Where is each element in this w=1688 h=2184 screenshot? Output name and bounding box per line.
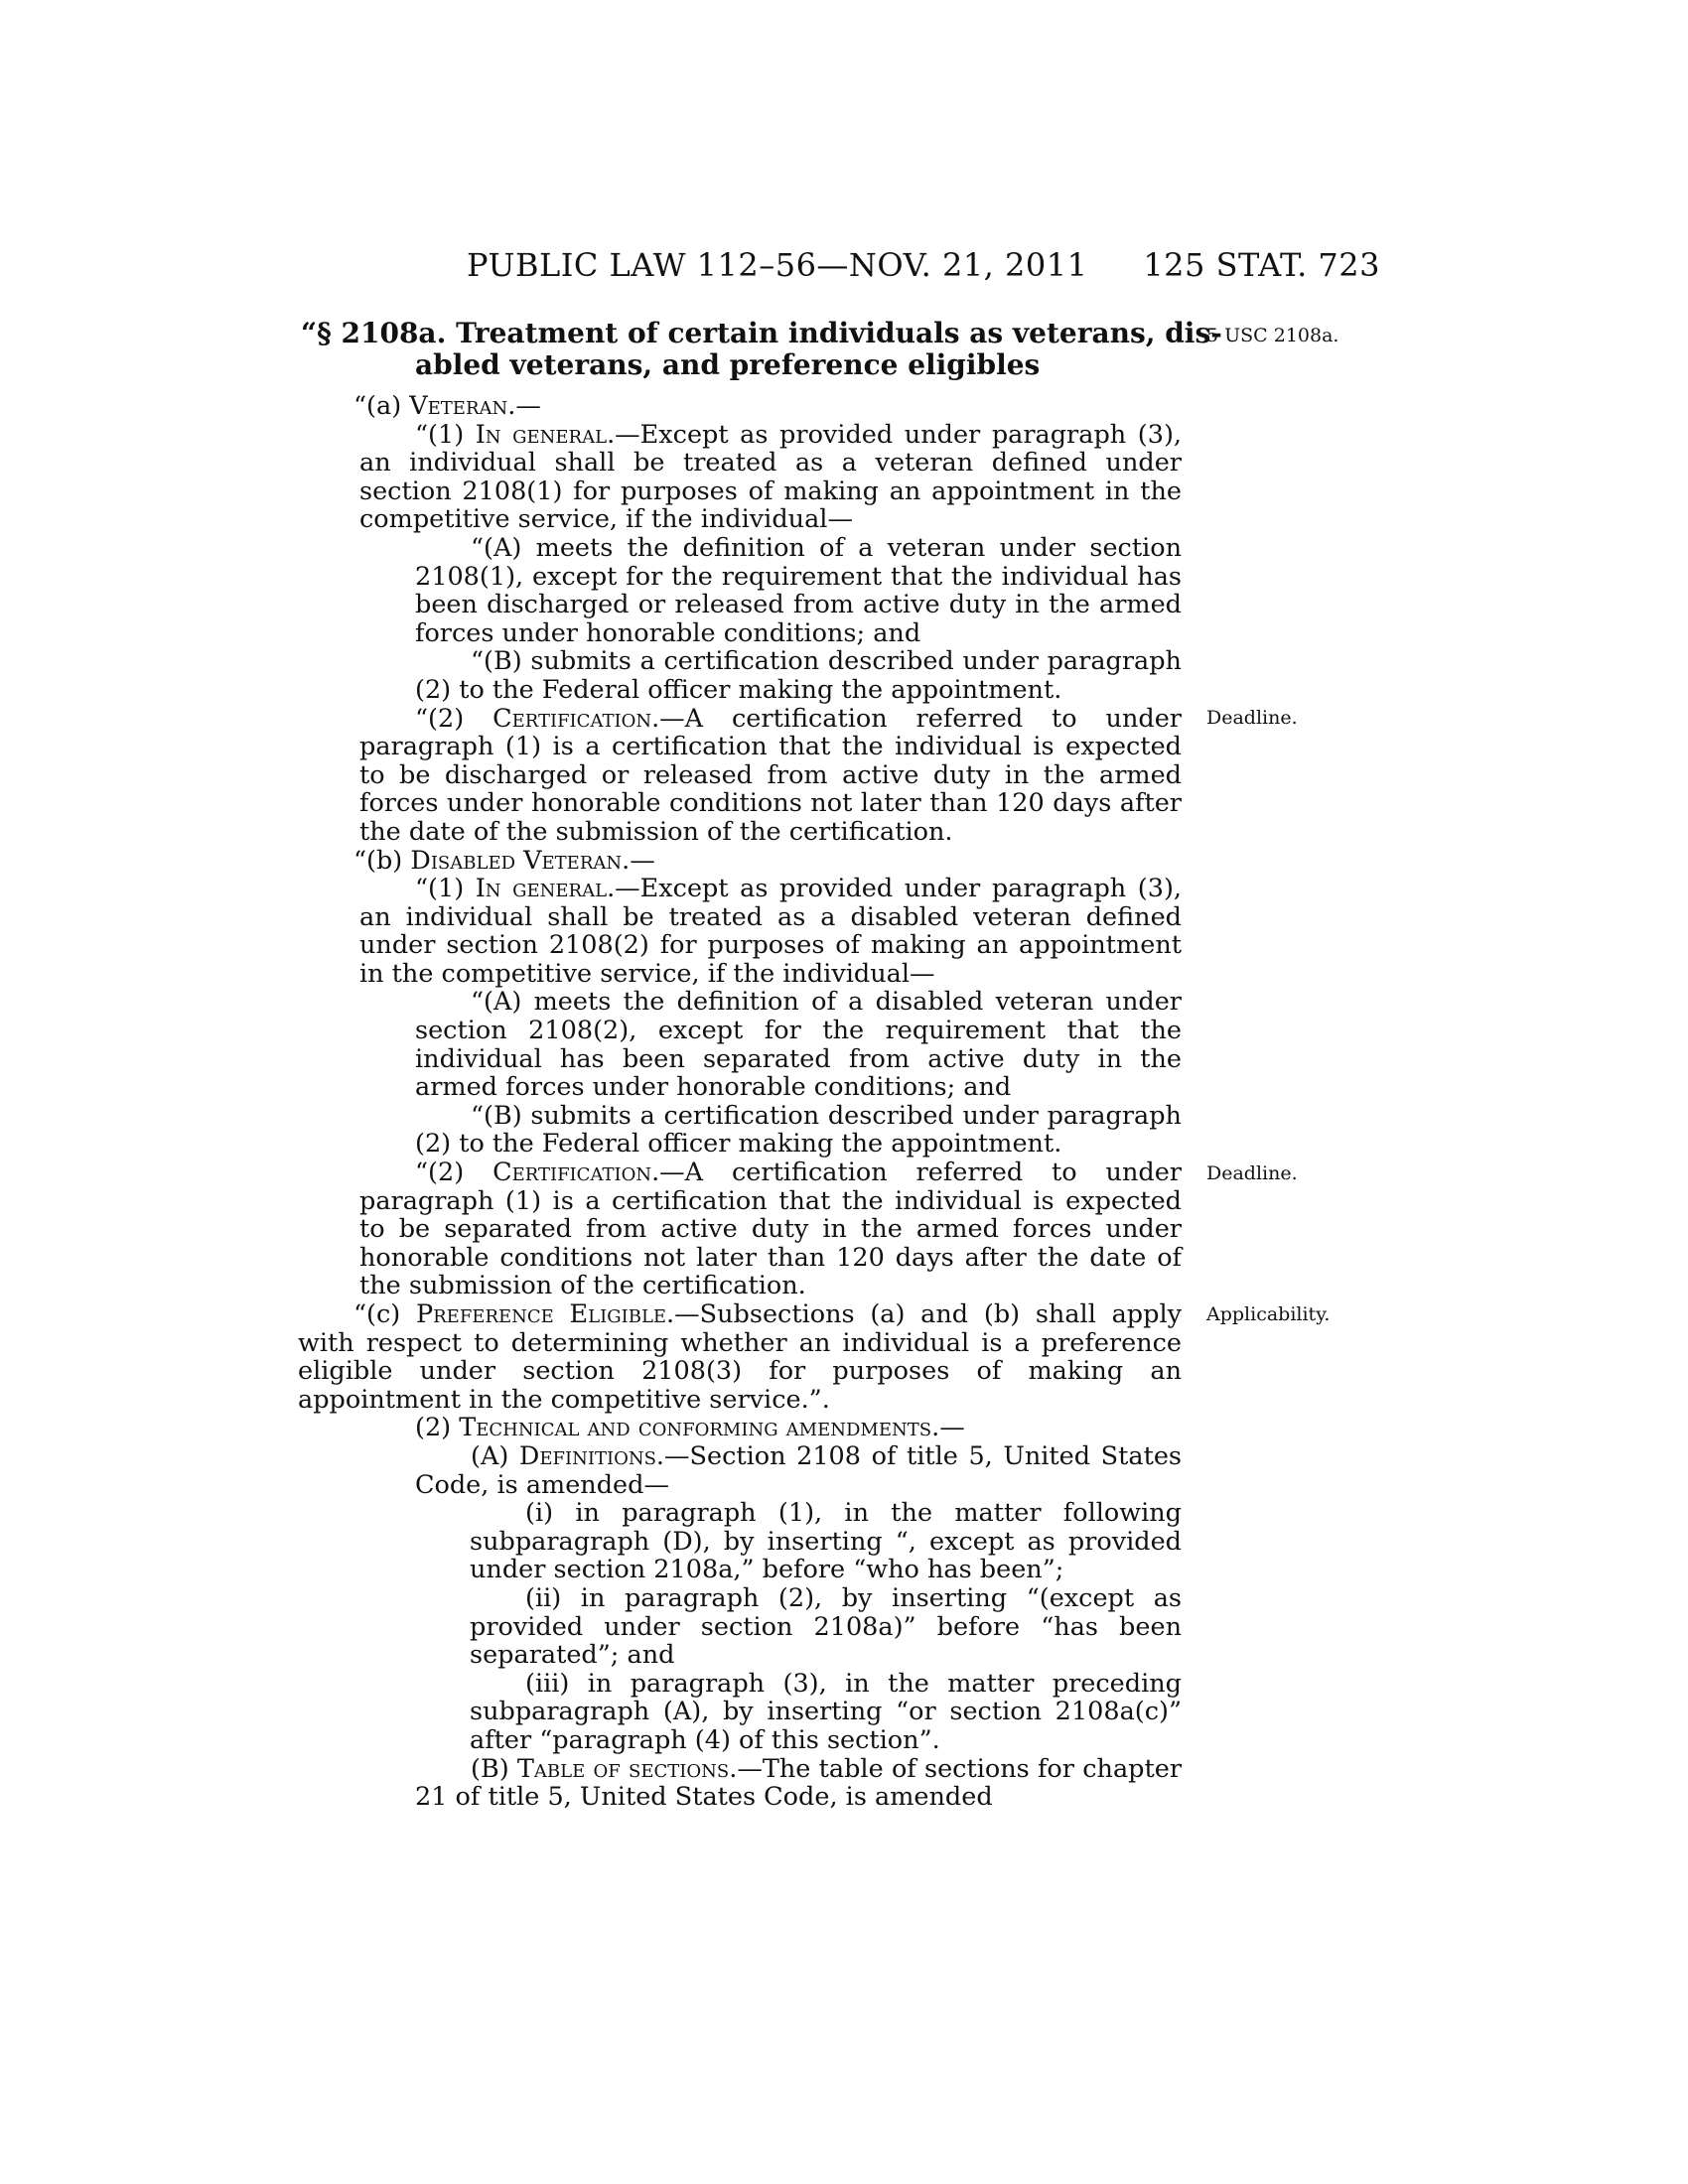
margin-note-deadline: Deadline. (1206, 707, 1298, 729)
subsection-a-heading: “(a) Veteran.— (353, 391, 541, 421)
amendment-clause-iii: (iii) in paragraph (3), in the matter preceding subparagraph (A), by inserting “or section 2108a(c)” after “paragraph (4) of this section”. (470, 1668, 1182, 1755)
subsection-c: “(c) Preference Eligible.—Subsections (a) and (b) shall apply with respect to determining whether an individual is a preference eligible under section 2108(3) for purposes of making an appointment in the competitive service.”. (298, 1299, 1183, 1415)
statute-page-number: 125 STAT. 723 (1143, 246, 1380, 284)
subparagraph-b1A: “(A) meets the definition of a disabled veteran under section 2108(2), except for the requirement that the individual has been separated from active duty in the armed forces under honorable conditions; and (415, 987, 1182, 1103)
margin-note-applicability: Applicability. (1206, 1303, 1331, 1325)
margin-note-usc: 5 USC 2108a. (1206, 325, 1339, 346)
amendment-definitions: (A) Definitions.—Section 2108 of title 5, United States Code, is amended— (415, 1440, 1183, 1500)
technical-amendments-heading: (2) Technical and conforming amendments.— (415, 1413, 965, 1443)
subparagraph-a1B: “(B) submits a certification described under paragraph (2) to the Federal officer making the appointment. (415, 646, 1182, 705)
subsection-b-heading: “(b) Disabled Veteran.— (353, 845, 655, 876)
section-heading-line-1: “§ 2108a. Treatment of certain individuals as veterans, dis- (301, 317, 1222, 349)
amendment-clause-ii: (ii) in paragraph (2), by inserting “(except as provided under section 2108a)” before “has been separated”; and (470, 1582, 1182, 1671)
statute-body (298, 392, 1182, 1812)
paragraph-b1: “(1) In general.—Except as provided under paragraph (3), an individual shall be treated as a disabled veteran defined under section 2108(2) for purposes of making an appointment in the competitive service, if the individual— (359, 874, 1183, 989)
page-header (298, 246, 1380, 296)
amendment-clause-i: (i) in paragraph (1), in the matter following subparagraph (D), by inserting “, except as provided under section 2108a,” before “who has been”; (470, 1498, 1182, 1585)
paragraph-b2: “(2) Certification.—A certification referred to under paragraph (1) is a certification that the individual is expected to be separated from active duty in the armed forces under honorable conditions not later than 120 days after the date of the submission of the certification. (359, 1158, 1182, 1301)
section-heading-line-2: abled veterans, and preference eligibles (415, 348, 1041, 381)
margin-note-deadline: Deadline. (1206, 1162, 1298, 1184)
paragraph-a2: “(2) Certification.—A certification referred to under paragraph (1) is a certification that the individual is expected to be discharged or released from active duty in the armed forces under honorable conditions not later than 120 days after the date of the submission of the certification. (359, 703, 1182, 847)
section-heading (301, 317, 1222, 381)
paragraph-a1: “(1) In general.—Except as provided under paragraph (3), an individual shall be treated as a veteran defined under section 2108(1) for purposes of making an appointment in the competitive service, if the individual— (359, 419, 1183, 535)
amendment-table-of-sections: (B) Table of sections.—The table of sections for chapter 21 of title 5, United States Code, is amended (415, 1753, 1183, 1813)
subparagraph-b1B: “(B) submits a certification described under paragraph (2) to the Federal officer making the appointment. (415, 1100, 1182, 1160)
subparagraph-a1A: “(A) meets the definition of a veteran under section 2108(1), except for the requirement that the individual has been discharged or released from active duty in the armed forces under honorable conditions; and (415, 532, 1182, 648)
public-law-citation: PUBLIC LAW 112–56—NOV. 21, 2011 (467, 246, 1088, 284)
